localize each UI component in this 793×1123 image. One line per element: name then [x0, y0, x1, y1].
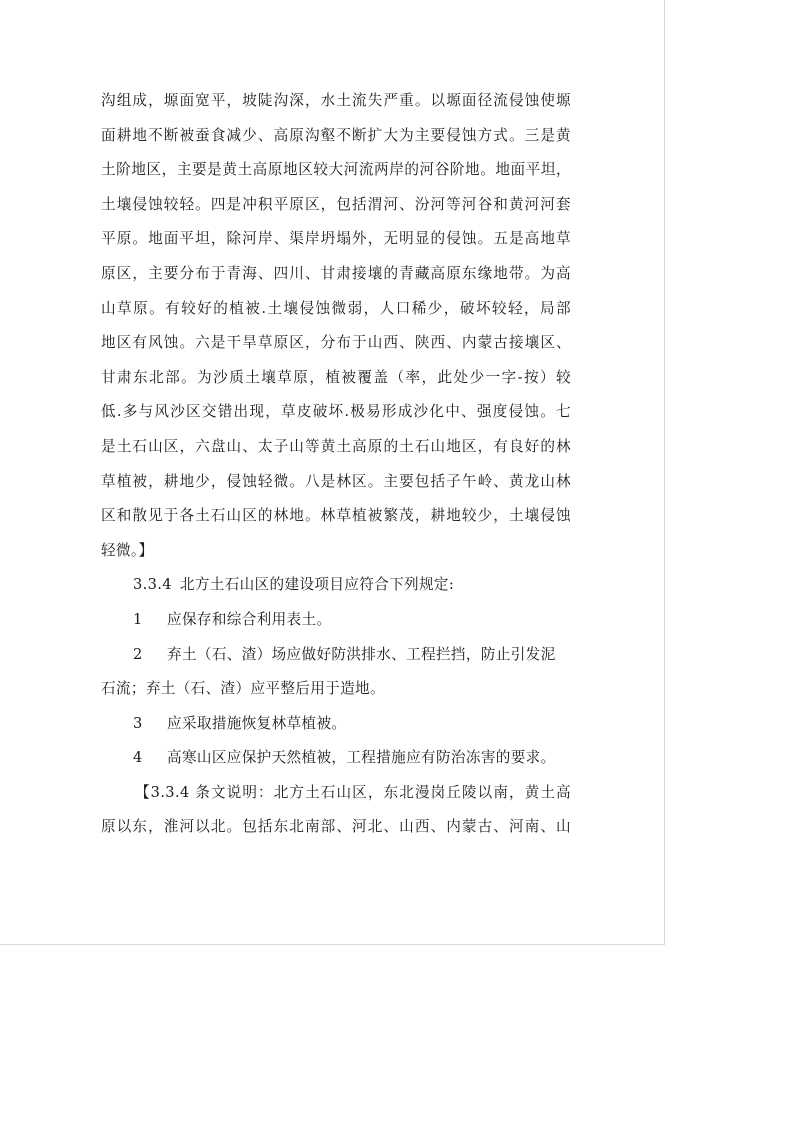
item-number: 2 — [133, 645, 143, 663]
item-text: 弃土（石、渣）场应做好防洪排水、工程拦挡，防止引发泥 — [167, 645, 556, 663]
paragraph-line: 土壤侵蚀较轻。四是冲积平原区，包括渭河、汾河等河谷和黄河河套 — [101, 195, 571, 213]
paragraph-line: 土阶地区，主要是黄土高原地区较大河流两岸的河谷阶地。地面平坦， — [101, 161, 571, 179]
paragraph-line: 山草原。有较好的植被.土壤侵蚀微弱，人口稀少，破坏较轻，局部 — [101, 299, 571, 317]
paragraph-line: 地区有风蚀。六是干旱草原区，分布于山西、陕西、内蒙古接壤区、 — [101, 334, 571, 352]
item-continuation: 石流；弃土（石、渣）应平整后用于造地。 — [101, 680, 385, 698]
list-item — [101, 707, 571, 742]
paragraph-end-line: 轻微。】 — [101, 541, 154, 559]
item-number: 1 — [133, 610, 143, 628]
explanation-line: 【3.3.4 条文说明：北方土石山区，东北漫岗丘陵以南，黄土高 — [135, 783, 571, 801]
clause-number: 3.3.4 — [133, 576, 172, 594]
clause-text: 北方土石山区的建设项目应符合下列规定: — [179, 576, 455, 594]
item-number: 3 — [133, 714, 143, 732]
paragraph-line: 区和散见于各土石山区的林地。林草植被繁茂，耕地较少，土壤侵蚀 — [101, 507, 571, 525]
list-item — [101, 638, 571, 673]
paragraph-line: 平原。地面平坦，除河岸、渠岸坍塌外，无明显的侵蚀。五是高地草 — [101, 230, 571, 248]
item-number: 4 — [133, 749, 143, 767]
paragraph-line: 面耕地不断被蚕食减少、高原沟壑不断扩大为主要侵蚀方式。三是黄 — [101, 126, 571, 144]
clause-heading — [101, 568, 571, 603]
document-body — [101, 84, 571, 845]
paragraph-line: 原区，主要分布于青海、四川、甘肃接壤的青藏高原东缘地带。为高 — [101, 264, 571, 282]
explanation-paragraph — [101, 84, 571, 568]
clause-explanation — [101, 776, 571, 845]
paragraph-line: 沟组成，塬面宽平，坡陡沟深，水土流失严重。以塬面径流侵蚀使塬 — [101, 92, 571, 109]
paragraph-line: 草植被，耕地少，侵蚀轻微。八是林区。主要包括子午岭、黄龙山林 — [101, 472, 571, 490]
list-item — [101, 603, 571, 638]
item-text: 应保存和综合利用表土。 — [167, 610, 332, 628]
paragraph-line: 是土石山区，六盘山、太子山等黄土高原的土石山地区，有良好的林 — [101, 437, 571, 455]
item-text: 高寒山区应保护天然植被，工程措施应有防治冻害的要求。 — [167, 749, 556, 767]
paragraph-line: 低.多与风沙区交错出现，草皮破坏.极易形成沙化中、强度侵蚀。七 — [101, 403, 571, 421]
list-item — [101, 741, 571, 776]
paragraph-line: 甘肃东北部。为沙质土壤草原，植被覆盖（率，此处少一字-按）较 — [101, 368, 571, 386]
explanation-line: 原以东，淮河以北。包括东北南部、河北、山西、内蒙古、河南、山 — [101, 818, 571, 836]
item-text: 应采取措施恢复林草植被。 — [167, 714, 347, 732]
